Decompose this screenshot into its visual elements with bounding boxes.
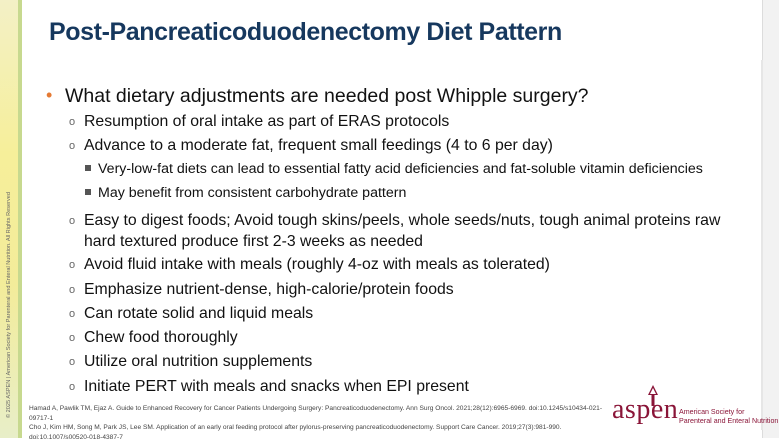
square-bullet-icon (85, 165, 91, 171)
list-item-text: Advance to a moderate fat, frequent small feedings (4 to 6 per day) (84, 137, 553, 154)
list-item-text: Can rotate solid and liquid meals (84, 305, 314, 322)
sub-list-item-text: May benefit from consistent carbohydrate pattern (98, 185, 407, 201)
logo-wordmark: aspen (612, 394, 679, 425)
list-item-text: Resumption of oral intake as part of ERAS protocols (84, 113, 450, 130)
square-bullet-icon (85, 189, 91, 195)
reference-1: Hamad A, Pawlik TM, Ejaz A. Guide to Enhanced Recovery for Cancer Patients Undergoing Surgery: Pancreaticoduodenectomy. Ann Surg Oncol. 2021;28(12):6965-6969. doi:10.1245/s10434-021-09717-1 (29, 405, 603, 422)
aspen-logo (612, 388, 779, 430)
copyright-notice: © 2025 ASPEN | American Society for Parenteral and Enteral Nutrition. All Rights Reserved (6, 191, 12, 418)
list-item (69, 376, 469, 397)
window-scroll-track (761, 60, 763, 430)
logo-organization-name (679, 408, 778, 425)
window-right-edge (762, 0, 779, 438)
circle-bullet-icon: o (69, 356, 76, 368)
list-item (69, 254, 550, 275)
list-item-text: Utilize oral nutrition supplements (84, 353, 313, 370)
slide-title: Post-Pancreaticoduodenectomy Diet Pattern (49, 18, 562, 46)
logo-org-line-1: American Society for (679, 408, 745, 416)
main-bullet-text: What dietary adjustments are needed post Whipple surgery? (65, 85, 589, 107)
list-item (69, 351, 313, 372)
list-item-text: Emphasize nutrient-dense, high-calorie/protein foods (84, 281, 454, 298)
reference-2: Cho J, Kim HM, Song M, Park JS, Lee SM. Application of an early oral feeding protocol after pylorus-preserving pancreaticoduodenectomy. Support Care Cancer. 2019;27(3):981-990. doi:10.1007/s00520-018-4387-7 (29, 424, 562, 441)
list-item-text: Avoid fluid intake with meals (roughly 4-oz with meals as tolerated) (84, 256, 550, 273)
circle-bullet-icon: o (69, 140, 76, 152)
circle-bullet-icon: o (69, 284, 76, 296)
circle-bullet-icon: o (69, 332, 76, 344)
circle-bullet-icon: o (69, 259, 76, 271)
list-item-text: Chew food thoroughly (84, 329, 238, 346)
list-item-text: Initiate PERT with meals and snacks when EPI present (84, 378, 469, 395)
main-bullet (46, 85, 589, 108)
sub-list-item (98, 185, 406, 201)
list-item (69, 210, 721, 231)
sub-list-item (98, 161, 703, 177)
references (29, 404, 614, 442)
logo-org-line-2: Parenteral and Enteral Nutrition (679, 416, 779, 425)
list-item-text: hard textured produce first 2-3 weeks as needed (84, 233, 423, 250)
circle-bullet-icon: o (69, 215, 76, 227)
list-item-continuation (84, 231, 423, 252)
sub-list-item-text: Very-low-fat diets can lead to essential fatty acid deficiencies and fat-soluble vitamin deficiencies (98, 161, 703, 177)
list-item (69, 111, 450, 132)
list-item (69, 327, 238, 348)
list-item-text: Easy to digest foods; Avoid tough skins/peels, whole seeds/nuts, tough animal proteins raw (84, 212, 721, 229)
list-item (69, 135, 553, 156)
list-item (69, 279, 454, 300)
circle-bullet-icon: o (69, 116, 76, 128)
list-item (69, 303, 314, 324)
bullet-dot-icon: • (46, 85, 53, 105)
left-accent-stripe (18, 0, 22, 438)
circle-bullet-icon: o (69, 381, 76, 393)
circle-bullet-icon: o (69, 308, 76, 320)
